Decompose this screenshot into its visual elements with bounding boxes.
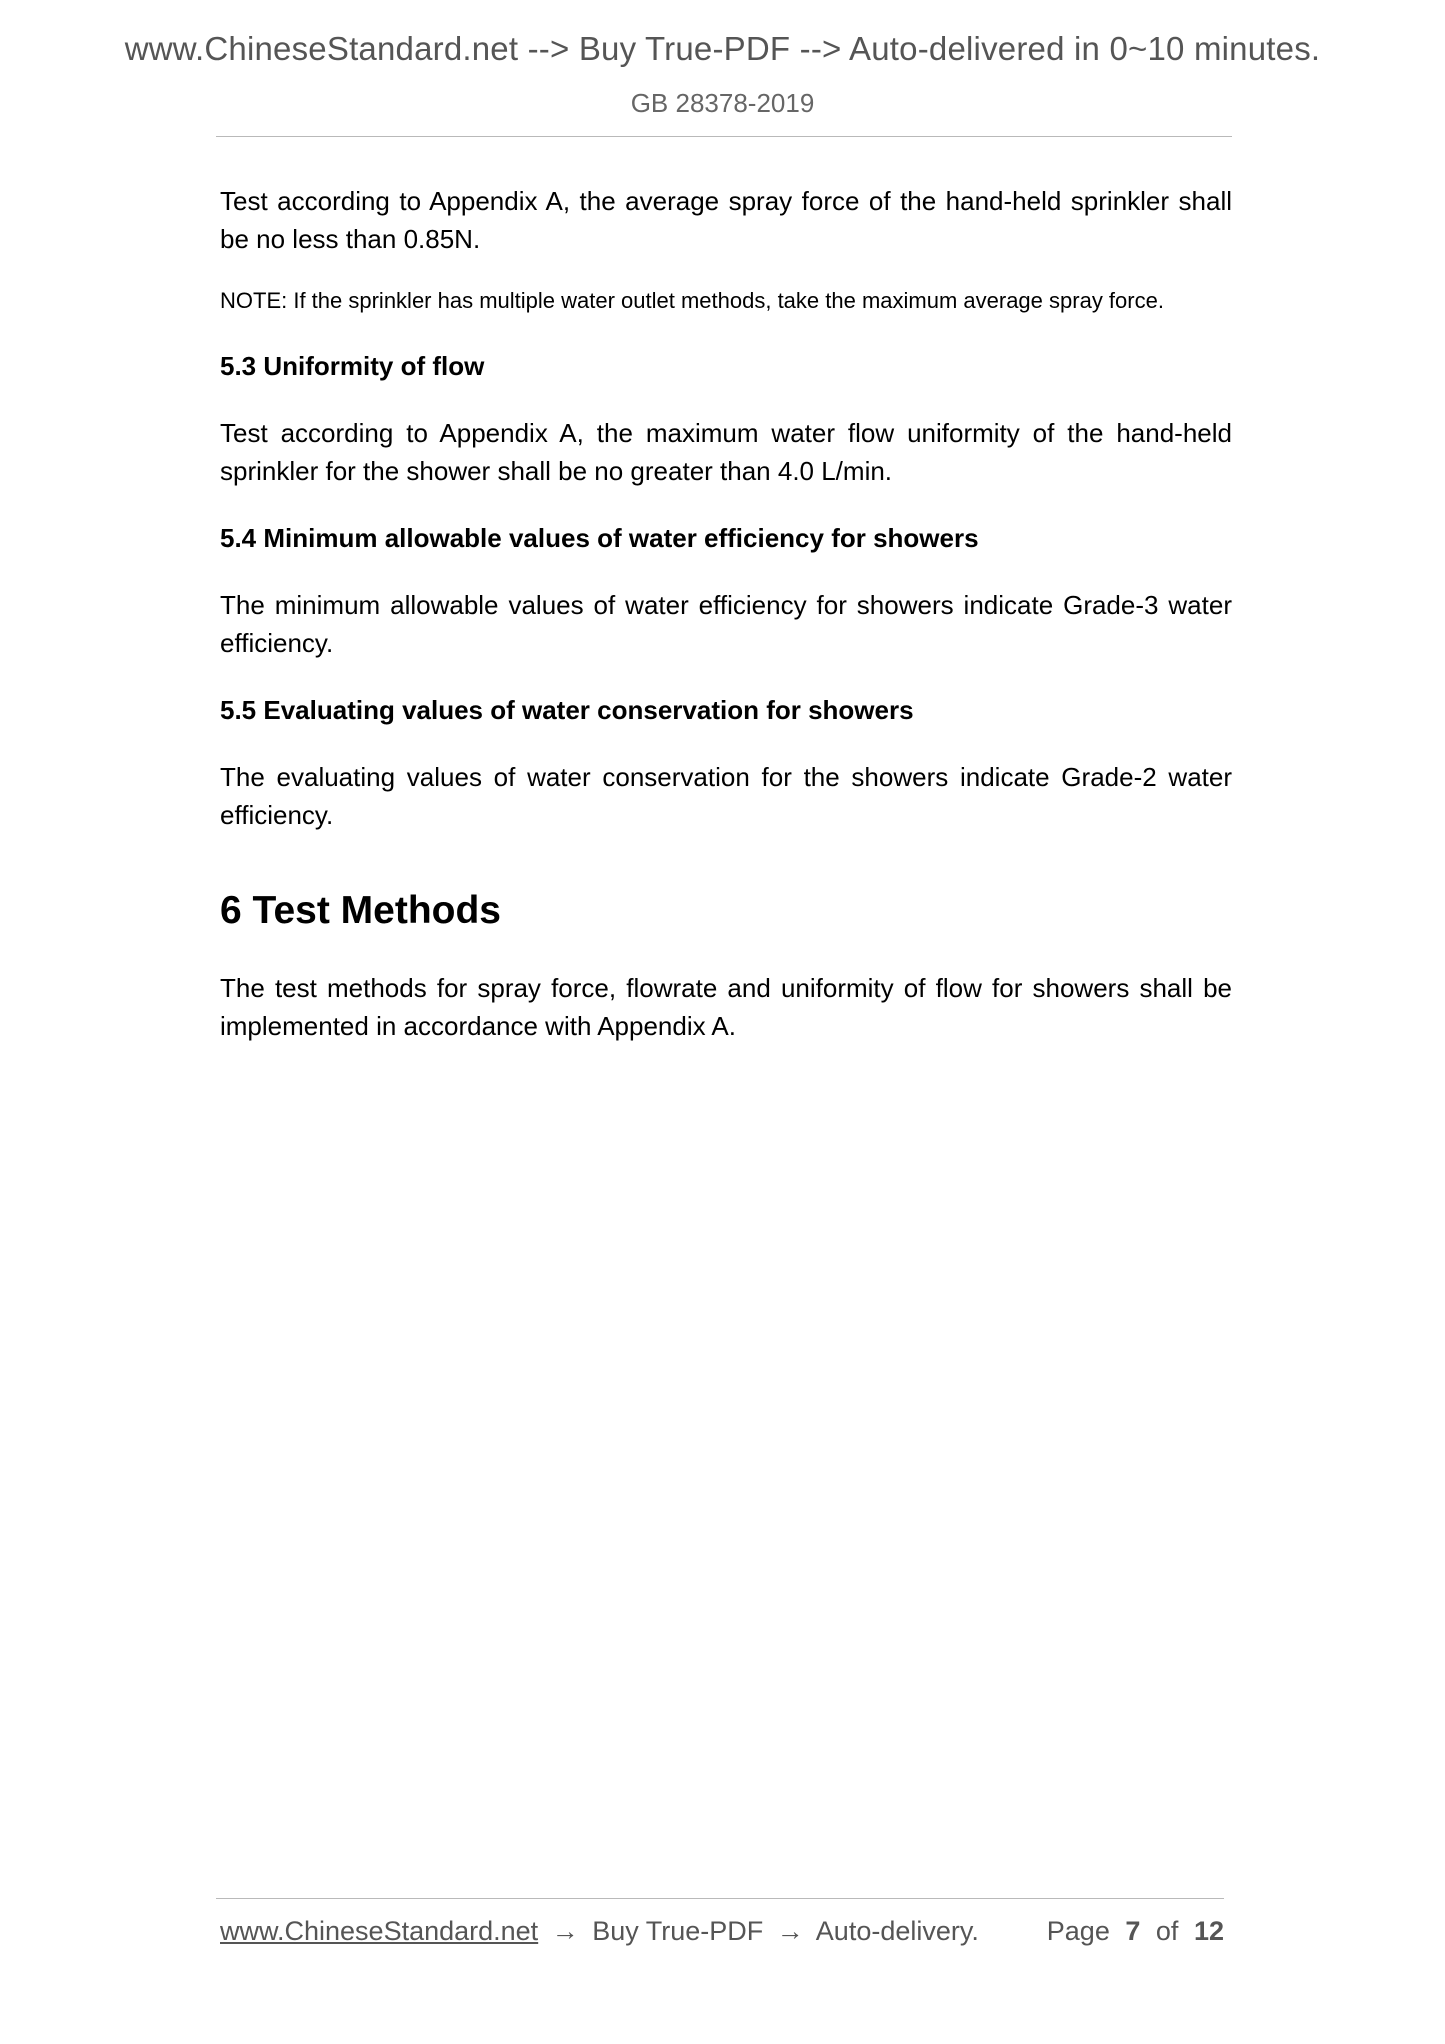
footer-site-link[interactable]: www.ChineseStandard.net <box>220 1916 539 1946</box>
section-6-paragraph: The test methods for spray force, flowrate and uniformity of flow for showers shall be implemented in accordance with Appendix A. <box>220 973 1232 1041</box>
spray-force-note: NOTE: If the sprinkler has multiple water outlet methods, take the maximum average spray force. <box>220 288 1164 313</box>
spray-force-paragraph: Test according to Appendix A, the average spray force of the hand-held sprinkler shall be no less than 0.85N. <box>220 186 1232 254</box>
of-label: of <box>1155 1916 1179 1946</box>
current-page-number: 7 <box>1125 1916 1141 1946</box>
document-body <box>220 182 1232 1045</box>
footer-promo <box>220 1916 979 1947</box>
page-label: Page <box>1046 1916 1110 1946</box>
section-5-4-paragraph: The minimum allowable values of water efficiency for showers indicate Grade-3 water efficiency. <box>220 590 1232 658</box>
section-5-4-heading: 5.4 Minimum allowable values of water efficiency for showers <box>220 523 979 553</box>
section-5-5-paragraph: The evaluating values of water conservation for the showers indicate Grade-2 water efficiency. <box>220 762 1232 830</box>
total-page-number: 12 <box>1193 1916 1224 1946</box>
page-footer <box>220 1916 1224 1956</box>
footer-divider <box>216 1898 1224 1899</box>
section-6-heading: 6 Test Methods <box>220 889 501 932</box>
footer-delivery-text: Auto-delivery. <box>815 1916 979 1946</box>
footer-buy-text: Buy True-PDF <box>592 1916 764 1946</box>
section-5-3-heading: 5.3 Uniformity of flow <box>220 351 485 381</box>
header-banner: www.ChineseStandard.net --> Buy True-PDF --> Auto-delivered in 0~10 minutes. <box>124 30 1321 67</box>
standard-code: GB 28378-2019 <box>630 88 815 118</box>
arrow-right-icon: → <box>551 1916 579 1946</box>
page-indicator <box>1047 1916 1224 1947</box>
arrow-right-icon: → <box>776 1916 804 1946</box>
section-5-3-paragraph: Test according to Appendix A, the maximum water flow uniformity of the hand-held sprinkler for the shower shall be no greater than 4.0 L/min. <box>220 418 1232 486</box>
section-5-5-heading: 5.5 Evaluating values of water conservation for showers <box>220 695 914 725</box>
header-divider <box>216 136 1232 137</box>
